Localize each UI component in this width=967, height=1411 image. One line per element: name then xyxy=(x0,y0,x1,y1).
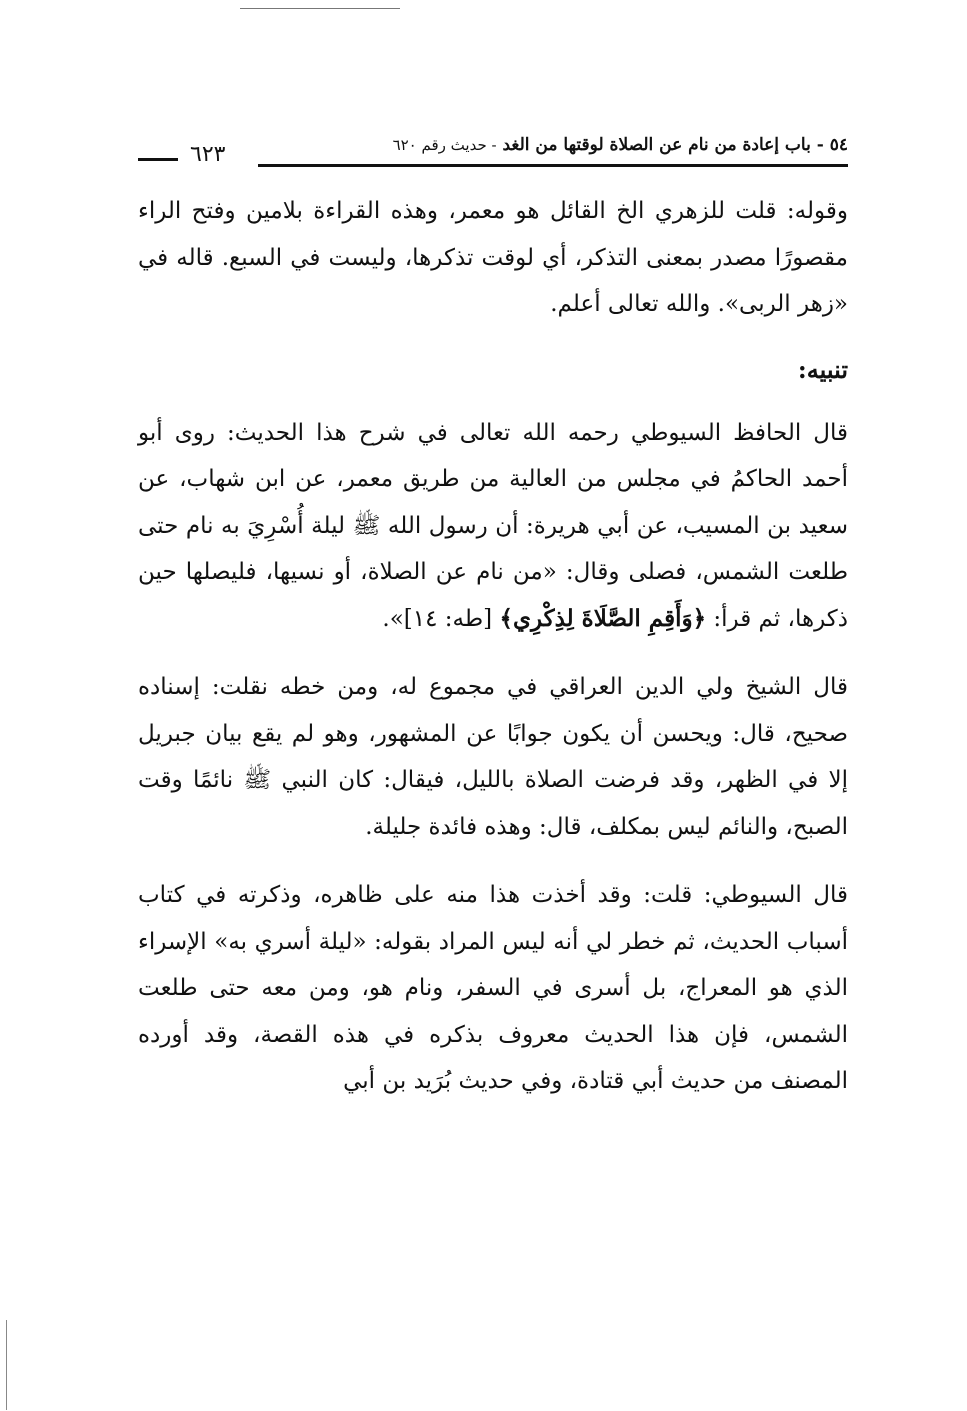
quran-reference: [طه: ١٤]». xyxy=(382,605,493,632)
page-body xyxy=(138,188,848,1127)
paragraph-2 xyxy=(138,410,848,643)
chapter-title xyxy=(393,130,848,160)
top-edge-rule xyxy=(240,8,400,9)
hadith-number: - حديث رقم ٦٢٠ xyxy=(392,136,497,154)
paragraph-4: قال السيوطي: قلت: وقد أخذت هذا منه على ظاهره، وذكرته في كتاب أسباب الحديث، ثم خطر لي أنه ليس المراد بقوله: «ليلة أسري به» الإسراء الذي هو المعراج، بل أسرى في السفر، ونام هو، ومن معه حتى طلعت الشمس، فإن هذا الحديث معروف بذكره في هذه القصة، وقد أورده المصنف من حديث أبي قتادة، وفي حديث بُرَيد بن أبي xyxy=(138,882,848,1094)
page-number: ٦٢٣ xyxy=(190,142,226,167)
running-header xyxy=(138,130,848,174)
paragraph-1: وقوله: قلت للزهري الخ القائل هو معمر، وهذه القراءة بلامين وفتح الراء مقصورًا مصدر بمعنى التذكر، أي لوقت تذكرها، وليست في السبع. قاله في «زهر الربى». والله تعالى أعلم. xyxy=(138,198,848,317)
paragraph-2-text: قال الحافظ السيوطي رحمه الله تعالى في شرح هذا الحديث: روى أبو أحمد الحاكمُ في مجلس من العالية من طريق معمر، عن ابن شهاب، عن سعيد بن المسيب، عن أبي هريرة: أن رسول الله ﷺ ليلة أُسْرِيَ به نام حتى طلعت الشمس، فصلى وقال: «من نام عن الصلاة، أو نسيها، فليصلها حين ذكرها، ثم قرأ: xyxy=(138,419,848,632)
paragraph-3: قال الشيخ ولي الدين العراقي في مجموع له، ومن خطه نقلت: إسناده صحيح، قال: ويحسن أن يكون جوابًا عن المشهور، وهو لم يقع بيان جبريل إلا في الظهر، وقد فرضت الصلاة بالليل، فيقال: كان النبي ﷺ نائمًا وقت الصبح، والنائم ليس بمكلف، قال: وهذه فائدة جليلة. xyxy=(138,674,848,840)
section-heading: تنبيه: xyxy=(797,354,848,384)
scan-edge-line xyxy=(6,1320,7,1410)
header-rule xyxy=(258,164,848,167)
chapter-title-text: ٥٤ - باب إعادة من نام عن الصلاة لوقتها من الغد xyxy=(502,135,848,155)
page-number-dash xyxy=(138,158,178,161)
quran-quote: ﴿وَأَقِمِ الصَّلَاةَ لِذِكْرِي﴾ xyxy=(499,604,707,632)
